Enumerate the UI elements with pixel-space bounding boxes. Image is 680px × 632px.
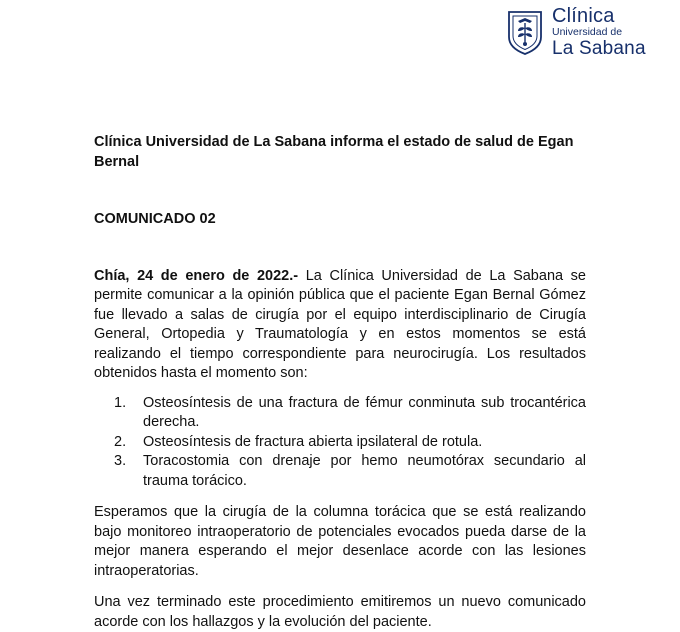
communique-label: COMUNICADO 02 (94, 211, 216, 227)
list-item-text: Toracostomia con drenaje por hemo neumotórax secundario al trauma torácico. (143, 453, 586, 489)
results-list (114, 394, 586, 492)
list-item-number: 2. (114, 433, 127, 450)
list-item-text: Osteosíntesis de fractura abierta ipsilateral de rotula. (143, 433, 483, 450)
clinic-logo-text (552, 6, 646, 58)
logo-line-clinica: Clínica (552, 5, 615, 28)
document-body (94, 133, 586, 632)
list-item-number: 1. (114, 394, 127, 411)
list-item-number: 3. (114, 453, 127, 469)
list-item-text: Osteosíntesis de una fractura de fémur conminuta sub trocantérica derecha. (143, 394, 586, 430)
list-item (114, 433, 586, 453)
closing-paragraph: Una vez terminado este procedimiento emitiremos un nuevo comunicado acorde con los hallazgos y la evolución del paciente. (94, 594, 586, 630)
clinic-logo (506, 5, 656, 59)
logo-line-la-sabana: La Sabana (552, 37, 646, 59)
intro-lead: Chía, 24 de enero de 2022.- (94, 267, 299, 284)
clinic-seal-icon (506, 9, 544, 55)
list-item (114, 452, 586, 491)
logo-line-universidad: Universidad de (552, 26, 623, 39)
surgery-paragraph: Esperamos que la cirugía de la columna torácica que se está realizando bajo monitoreo intraoperatorio de potenciales evocados pueda darse de la mejor manera esperando el mejor desenlace acorde con las lesiones intraoperatorias. (94, 504, 586, 579)
results-list-wrap (114, 394, 586, 492)
document-headline: Clínica Universidad de La Sabana informa el estado de salud de Egan Bernal (94, 134, 574, 170)
intro-text: La Clínica Universidad de La Sabana se permite comunicar a la opinión pública que el paciente Egan Bernal Gómez fue llevado a salas de cirugía por el equipo interdisciplinario de Cirugía General, Ortopedia y Traumatología y en estos momentos se está realizando el tiempo correspondiente para neurocirugía. Los resultados obtenidos hasta el momento son: (94, 267, 586, 381)
intro-paragraph (94, 267, 586, 384)
list-item (114, 394, 586, 433)
